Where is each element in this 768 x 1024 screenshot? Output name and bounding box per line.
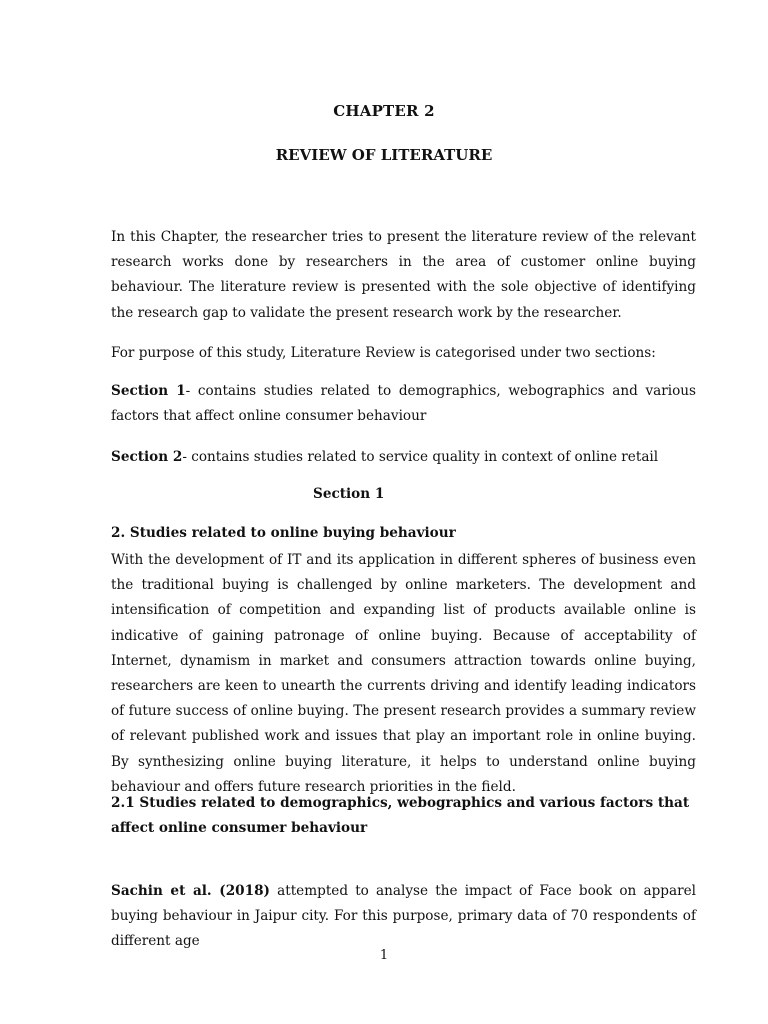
sachin-paragraph [111, 879, 696, 955]
section-1-description [111, 379, 696, 429]
heading-2-1: 2.1 Studies related to demographics, webographics and various factors that affect online consumer behaviour [111, 795, 690, 837]
section-2-description [111, 445, 696, 470]
section-2-label: Section 2 [111, 449, 183, 465]
sachin-citation: Sachin et al. (2018) [111, 883, 270, 899]
section-2-text: - contains studies related to service quality in context of online retail [182, 449, 659, 465]
section-one-heading: Section 1 [313, 486, 385, 502]
online-buying-paragraph: With the development of IT and its application in different spheres of business even the traditional buying is challenged by online marketers. The development and intensification of competition and expanding list of products available online is indicative of gaining patronage of online buying. Because of acceptability of Internet, dynamism in market and consumers attraction towards online buying, researchers are keen to unearth the currents driving and identify leading indicators of future success of online buying. The present research provides a summary review of relevant published work and issues that play an important role in online buying. By synthesizing online buying literature, it helps to understand online buying behaviour and offers future research priorities in the field. [111, 552, 696, 795]
page-number: 1 [379, 948, 389, 963]
purpose-paragraph: For purpose of this study, Literature Review is categorised under two sections: [111, 345, 656, 361]
section-1-label: Section 1 [111, 383, 186, 399]
intro-paragraph: In this Chapter, the researcher tries to present the literature review of the relevant research works done by researchers in the area of customer online buying behaviour. The literature review is presented with the sole objective of identifying the research gap to validate the present research work by the researcher. [111, 229, 696, 321]
sachin-text: attempted to analyse the impact of Face book on apparel buying behaviour in Jaipur city. For this purpose, primary data of 70 respondents of different age [111, 883, 696, 950]
chapter-label: CHAPTER 2 [333, 102, 435, 120]
heading-2: 2. Studies related to online buying behaviour [111, 525, 456, 541]
section-1-text: - contains studies related to demographics, webographics and various factors that affect online consumer behaviour [111, 383, 697, 425]
chapter-title: REVIEW OF LITERATURE [275, 146, 493, 164]
